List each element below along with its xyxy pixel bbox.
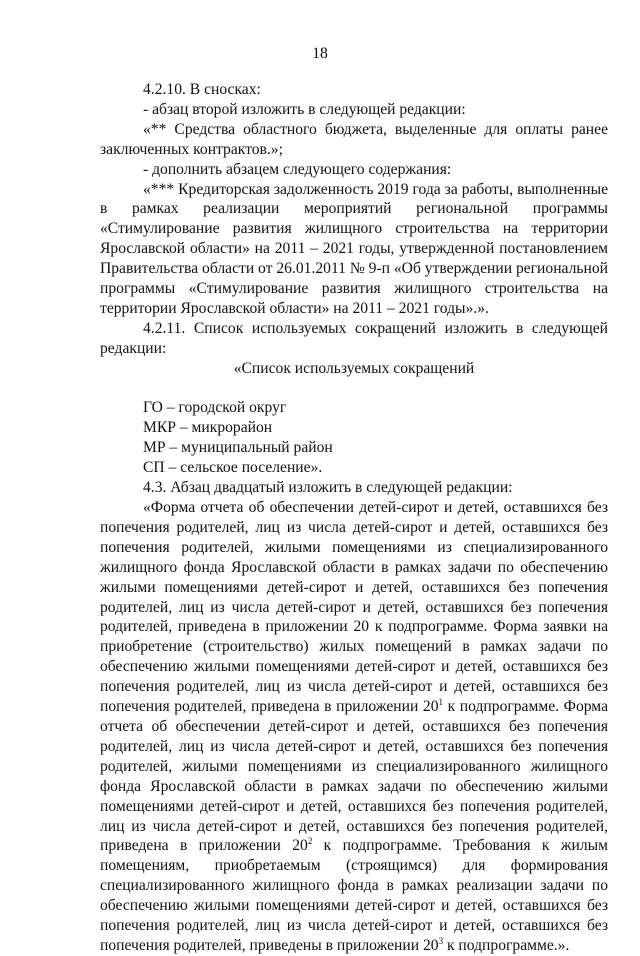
main-paragraph-part-1: «Форма отчета об обеспечении детей-сирот и детей, оставшихся без попечения родителей, лиц из числа детей-сирот и детей, оставшихся без попечения родителей, жилыми помещениями из специализированного жилищного фонда Ярославской области в рамках задачи по обеспечению жилыми помещениями детей-сирот и детей, оставшихся без попечения родителей, лиц из числа детей-сирот и детей, оставшихся без попечения родителей, приведена в приложении 20 к подпрограмме. Форма заявки на приобретение (строительство) жилых помещений в рамках задачи по обеспечению жилыми помещениями детей-сирот и детей, оставшихся без попечения родителей, лиц из числа детей-сирот и детей, оставшихся без попечения родителей, приведена в приложении 20 — [100, 499, 608, 716]
abbreviation-item: МР – муниципальный район — [143, 439, 333, 457]
item-add-paragraph: - дополнить абзацем следующего содержания: — [143, 160, 452, 178]
abbreviation-list-title: «Список используемых сокращений — [233, 359, 475, 377]
heading-4-2-11: 4.2.11. Список используемых сокращений изложить в следующей редакции: — [100, 319, 608, 357]
main-paragraph-part-2: к подпрограмме. Форма отчета об обеспечении детей-сирот и детей, оставшихся без попечения родителей, лиц из числа детей-сирот и детей, оставшихся без попечения родителей, жилыми помещениями из специализированного жилищного фонда Ярославской области в рамках задачи по обеспечению жилыми помещениями детей-сирот и детей, оставшихся без попечения родителей, лиц из числа детей-сирот и детей, оставшихся без попечения родителей, приведена в приложении 20 — [100, 698, 608, 855]
footnote-two-stars: «** Средства областного бюджета, выделенные для оплаты ранее заключенных контрактов.»; — [100, 120, 608, 158]
abbreviation-item: ГО – городской округ — [143, 399, 287, 417]
abbreviation-item: СП – сельское поселение». — [143, 459, 323, 477]
main-paragraph — [100, 498, 608, 956]
main-paragraph-part-3: к подпрограмме. Требования к жилым помещениям, приобретаемым (строящимся) для формирования специализированного жилищного фонда в рамках реализации задачи по обеспечению жилыми помещениями детей-сирот и детей, оставшихся без попечения родителей, лиц из числа детей-сирот и детей, оставшихся без попечения родителей, приведены в приложении 20 — [100, 837, 609, 954]
page-number: 18 — [312, 45, 328, 62]
superscript-2: 2 — [307, 836, 313, 847]
blank-line — [100, 379, 608, 399]
superscript-3: 3 — [438, 935, 444, 946]
heading-4-2-10: 4.2.10. В сносках: — [143, 81, 261, 98]
heading-4-3: 4.3. Абзац двадцатый изложить в следующей редакции: — [143, 479, 513, 497]
item-paragraph-two: - абзац второй изложить в следующей редакции: — [143, 100, 466, 118]
superscript-1: 1 — [438, 696, 444, 707]
footnote-three-stars: «*** Кредиторская задолженность 2019 года за работы, выполненные в рамках реализации мероприятий региональной программы «Стимулирование развития жилищного строительства на территории Ярославской области» на 2011 – 2021 годы, утвержденной постановлением Правительства области от 26.01.2011 № 9-п «Об утверждении региональной программы «Стимулирование развития жилищного строительства на территории Ярославской области» на 2011 – 2021 годы».». — [100, 180, 608, 317]
main-paragraph-part-4: к подпрограмме.». — [443, 936, 570, 954]
document-body — [100, 80, 608, 956]
abbreviation-item: МКР – микрорайон — [143, 419, 273, 437]
